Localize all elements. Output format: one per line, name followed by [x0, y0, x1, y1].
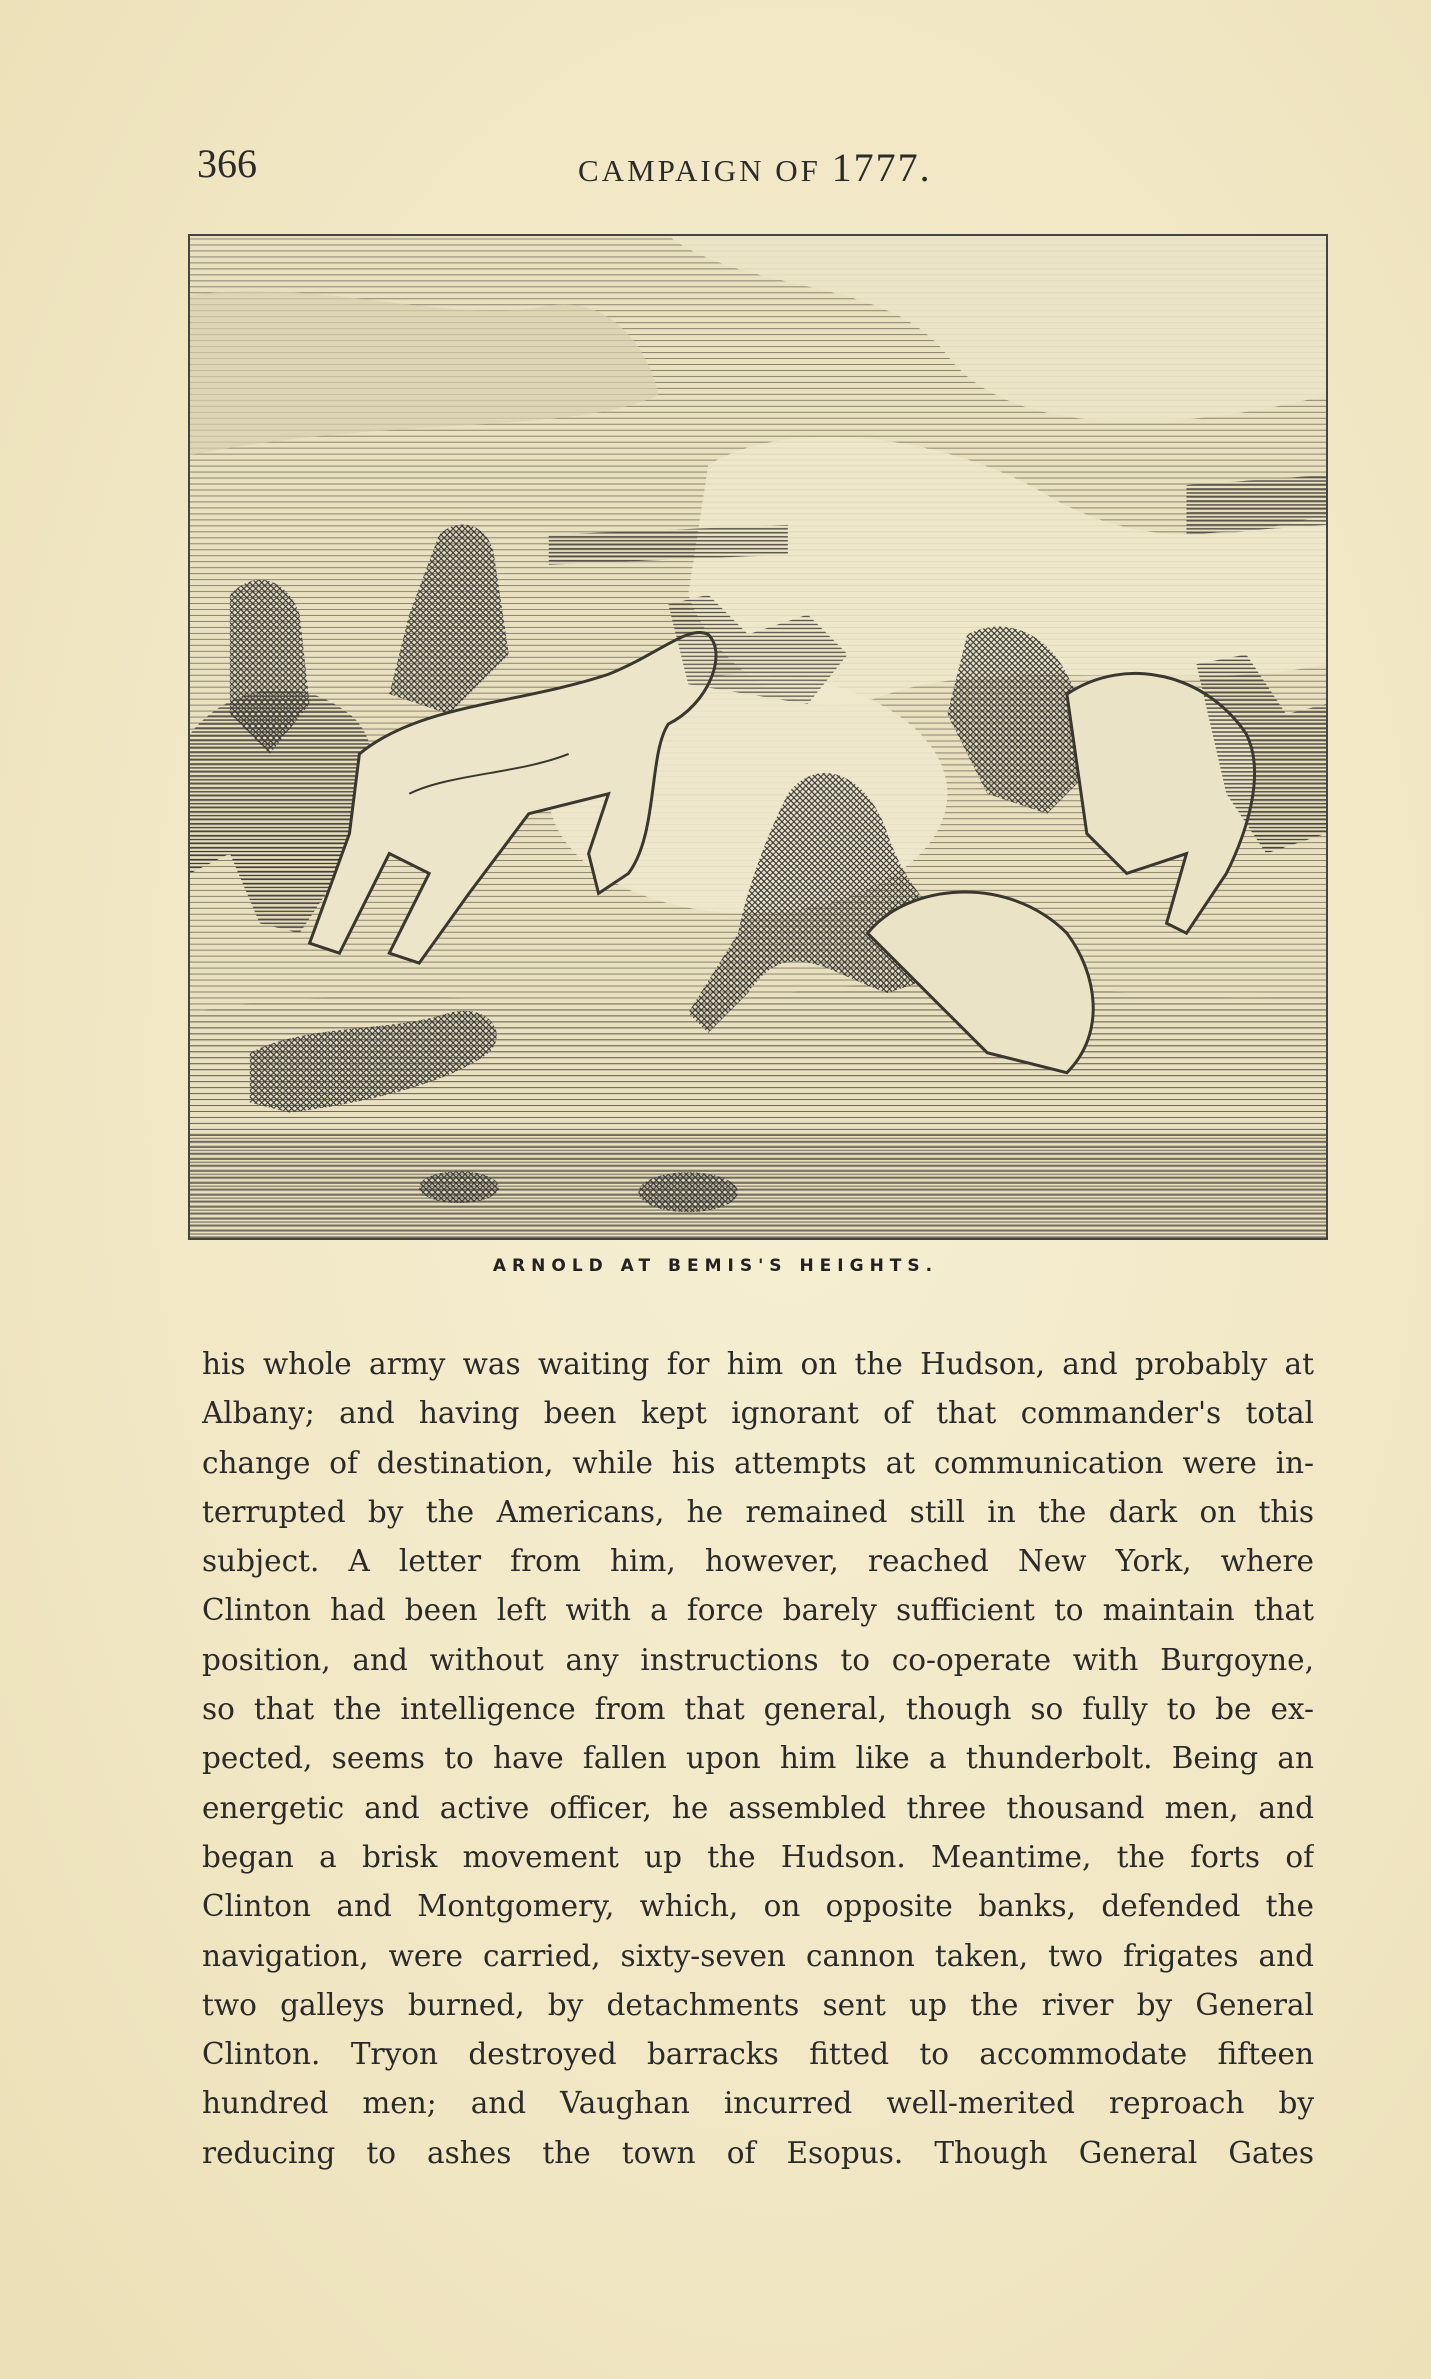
text-line: Albany; and having been kept ignorant of that commander's total [202, 1396, 1314, 1431]
body-text [202, 1340, 1314, 2178]
text-line: terrupted by the Americans, he remained still in the dark on this [202, 1494, 1314, 1529]
text-line: navigation, were carried, sixty-seven cannon taken, two frigates and [202, 1938, 1314, 1973]
page-number: 366 [197, 141, 257, 186]
running-title-text: CAMPAIGN OF [578, 153, 821, 188]
illustration-caption: ARNOLD AT BEMIS'S HEIGHTS. [492, 1256, 939, 1276]
text-line: hundred men; and Vaughan incurred well-merited reproach by [202, 2086, 1314, 2121]
text-line: his whole army was waiting for him on the Hudson, and probably at [202, 1347, 1314, 1381]
text-line: change of destination, while his attempts at communication were in- [202, 1445, 1314, 1480]
engraving-svg [190, 236, 1326, 1238]
text-line: two galleys burned, by detachments sent up the river by General [202, 1987, 1314, 2022]
text-line: Clinton had been left with a force barely sufficient to maintain that [202, 1593, 1314, 1628]
text-line: so that the intelligence from that general, though so fully to be ex- [202, 1692, 1314, 1727]
text-line: subject. A letter from him, however, reached New York, where [202, 1544, 1314, 1579]
text-line: energetic and active officer, he assembled three thousand men, and [202, 1790, 1314, 1825]
running-title-year: 1777. [831, 145, 932, 190]
text-line: Clinton and Montgomery, which, on opposite banks, defended the [202, 1889, 1314, 1924]
text-line: position, and without any instructions to co-operate with Burgoyne, [202, 1642, 1314, 1677]
engraving-battle-scene-icon [188, 234, 1328, 1240]
text-line: reducing to ashes the town of Esopus. Though General Gates [202, 2135, 1314, 2170]
text-line: pected, seems to have fallen upon him like a thunderbolt. Being an [202, 1741, 1314, 1776]
running-title [578, 144, 932, 191]
text-line: began a brisk movement up the Hudson. Meantime, the forts of [202, 1839, 1314, 1874]
text-line: Clinton. Tryon destroyed barracks fitted to accommodate fifteen [202, 2037, 1314, 2072]
page-header [0, 140, 1431, 200]
